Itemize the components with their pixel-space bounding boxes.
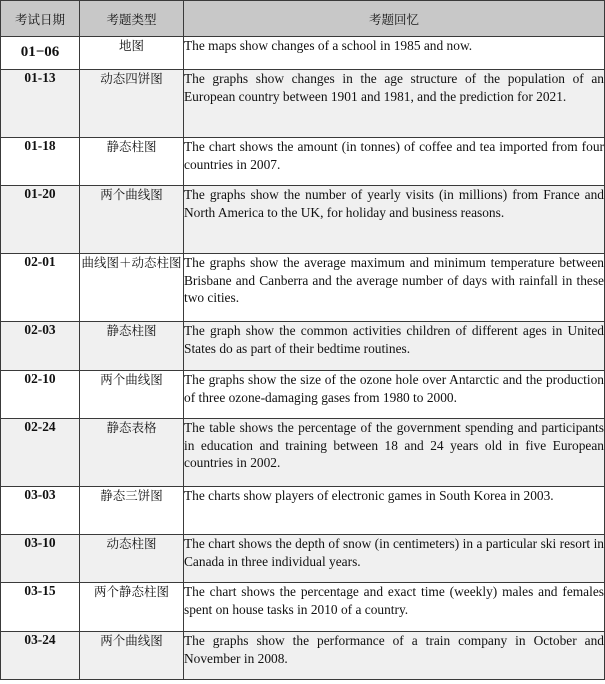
question-recall: The maps show changes of a school in 1985 and now. bbox=[184, 37, 605, 70]
exam-date: 02-01 bbox=[1, 254, 80, 322]
question-recall: The graph show the common activities children of different ages in United States do as part of their bedtime routines. bbox=[184, 322, 605, 371]
header-type: 考题类型 bbox=[80, 1, 184, 37]
table-row bbox=[1, 535, 605, 583]
table-row bbox=[1, 37, 605, 70]
exam-date: 01−06 bbox=[1, 37, 80, 70]
exam-date: 01-20 bbox=[1, 186, 80, 254]
exam-date: 01-13 bbox=[1, 70, 80, 138]
table-row bbox=[1, 371, 605, 419]
exam-date: 03-03 bbox=[1, 487, 80, 535]
question-recall: The charts show players of electronic games in South Korea in 2003. bbox=[184, 487, 605, 535]
table-row bbox=[1, 419, 605, 487]
exam-date: 02-24 bbox=[1, 419, 80, 487]
header-recall: 考题回忆 bbox=[184, 1, 605, 37]
table-row bbox=[1, 70, 605, 138]
question-recall: The graphs show the performance of a train company in October and November in 2008. bbox=[184, 632, 605, 680]
exam-date: 03-15 bbox=[1, 583, 80, 632]
question-type: 两个曲线图 bbox=[80, 632, 184, 680]
question-type: 两个曲线图 bbox=[80, 371, 184, 419]
table-row bbox=[1, 254, 605, 322]
table-row bbox=[1, 632, 605, 680]
question-type: 静态柱图 bbox=[80, 322, 184, 371]
question-recall: The graphs show the size of the ozone hole over Antarctic and the production of three ozone-damaging gases from 1980 to 2000. bbox=[184, 371, 605, 419]
question-recall: The graphs show changes in the age structure of the population of an European country between 1901 and 1981, and the prediction for 2021. bbox=[184, 70, 605, 138]
exam-date: 02-10 bbox=[1, 371, 80, 419]
header-date: 考试日期 bbox=[1, 1, 80, 37]
question-type: 动态四饼图 bbox=[80, 70, 184, 138]
question-recall: The chart shows the depth of snow (in centimeters) in a particular ski resort in Canada in three individual years. bbox=[184, 535, 605, 583]
question-type: 曲线图＋动态柱图 bbox=[80, 254, 184, 322]
exam-date: 02-03 bbox=[1, 322, 80, 371]
table-row bbox=[1, 487, 605, 535]
question-type: 地图 bbox=[80, 37, 184, 70]
table-row bbox=[1, 186, 605, 254]
exam-date: 03-24 bbox=[1, 632, 80, 680]
question-type: 静态三饼图 bbox=[80, 487, 184, 535]
question-type: 静态柱图 bbox=[80, 138, 184, 186]
question-type: 两个曲线图 bbox=[80, 186, 184, 254]
question-recall: The table shows the percentage of the government spending and participants in education and training between 18 and 24 years old in five European countries in 2002. bbox=[184, 419, 605, 487]
question-type: 动态柱图 bbox=[80, 535, 184, 583]
question-recall: The graphs show the number of yearly visits (in millions) from France and North America to the UK, for holiday and business reasons. bbox=[184, 186, 605, 254]
exam-date: 03-10 bbox=[1, 535, 80, 583]
question-recall: The graphs show the average maximum and minimum temperature between Brisbane and Canberra and the average number of days with rainfall in these two cities. bbox=[184, 254, 605, 322]
table-row bbox=[1, 322, 605, 371]
table-row bbox=[1, 138, 605, 186]
question-recall: The chart shows the amount (in tonnes) of coffee and tea imported from four countries in 2007. bbox=[184, 138, 605, 186]
question-type: 静态表格 bbox=[80, 419, 184, 487]
question-recall: The chart shows the percentage and exact time (weekly) males and females spent on house tasks in 2010 of a country. bbox=[184, 583, 605, 632]
header-row bbox=[1, 1, 605, 37]
table-row bbox=[1, 583, 605, 632]
question-type: 两个静态柱图 bbox=[80, 583, 184, 632]
exam-date: 01-18 bbox=[1, 138, 80, 186]
